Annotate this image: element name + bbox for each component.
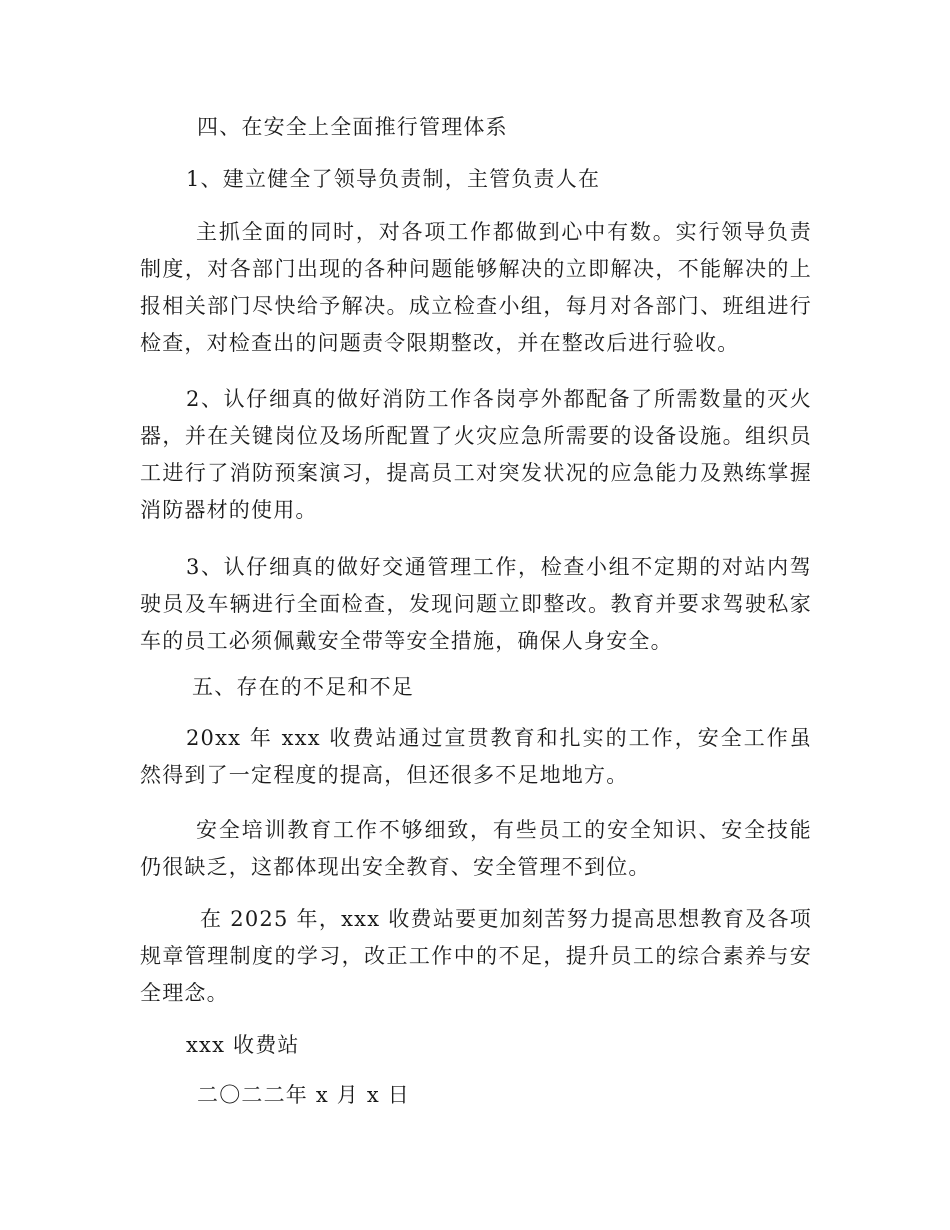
signature-date: 二〇二二年 x 月 x 日 xyxy=(197,1083,410,1107)
item-2-paragraph: 2、认仔细真的做好消防工作各岗亭外都配备了所需数量的灭火器，并在关键岗位及场所配置了火灾应急所需要的设备设施。组织员工进行了消防预案演习，提高员工对突发状况的应急能力及熟练掌握消防器材的使用。 xyxy=(140,387,812,522)
plan-paragraph: 在 2025 年，xxx 收费站要更加刻苦努力提高思想教育及各项规章管理制度的学习，改正工作中的不足，提升员工的综合素养与安全理念。 xyxy=(140,907,812,1005)
signature-org: xxx 收费站 xyxy=(186,1033,300,1057)
section-heading-4: 四、在安全上全面推行管理体系 xyxy=(197,115,508,139)
section-heading-5: 五、存在的不足和不足 xyxy=(192,675,414,699)
item-3-paragraph: 3、认仔细真的做好交通管理工作，检查小组不定期的对站内驾驶员及车辆进行全面检查，发现问题立即整改。教育并要求驾驶私家车的员工必须佩戴安全带等安全措施，确保人身安全。 xyxy=(140,555,812,653)
item-1-title: 1、建立健全了领导负责制，主管负责人在 xyxy=(186,167,601,191)
item-1-body: 主抓全面的同时，对各项工作都做到心中有数。实行领导负责制度，对各部门出现的各种问题能够解决的立即解决，不能解决的上报相关部门尽快给予解决。成立检查小组，每月对各部门、班组进行检查，对检查出的问题责令限期整改，并在整改后进行验收。 xyxy=(140,220,812,355)
training-paragraph: 安全培训教育工作不够细致，有些员工的安全知识、安全技能仍很缺乏，这都体现出安全教育、安全管理不到位。 xyxy=(140,818,812,879)
summary-paragraph: 20xx 年 xxx 收费站通过宣贯教育和扎实的工作，安全工作虽然得到了一定程度的提高，但还很多不足地地方。 xyxy=(140,726,812,787)
